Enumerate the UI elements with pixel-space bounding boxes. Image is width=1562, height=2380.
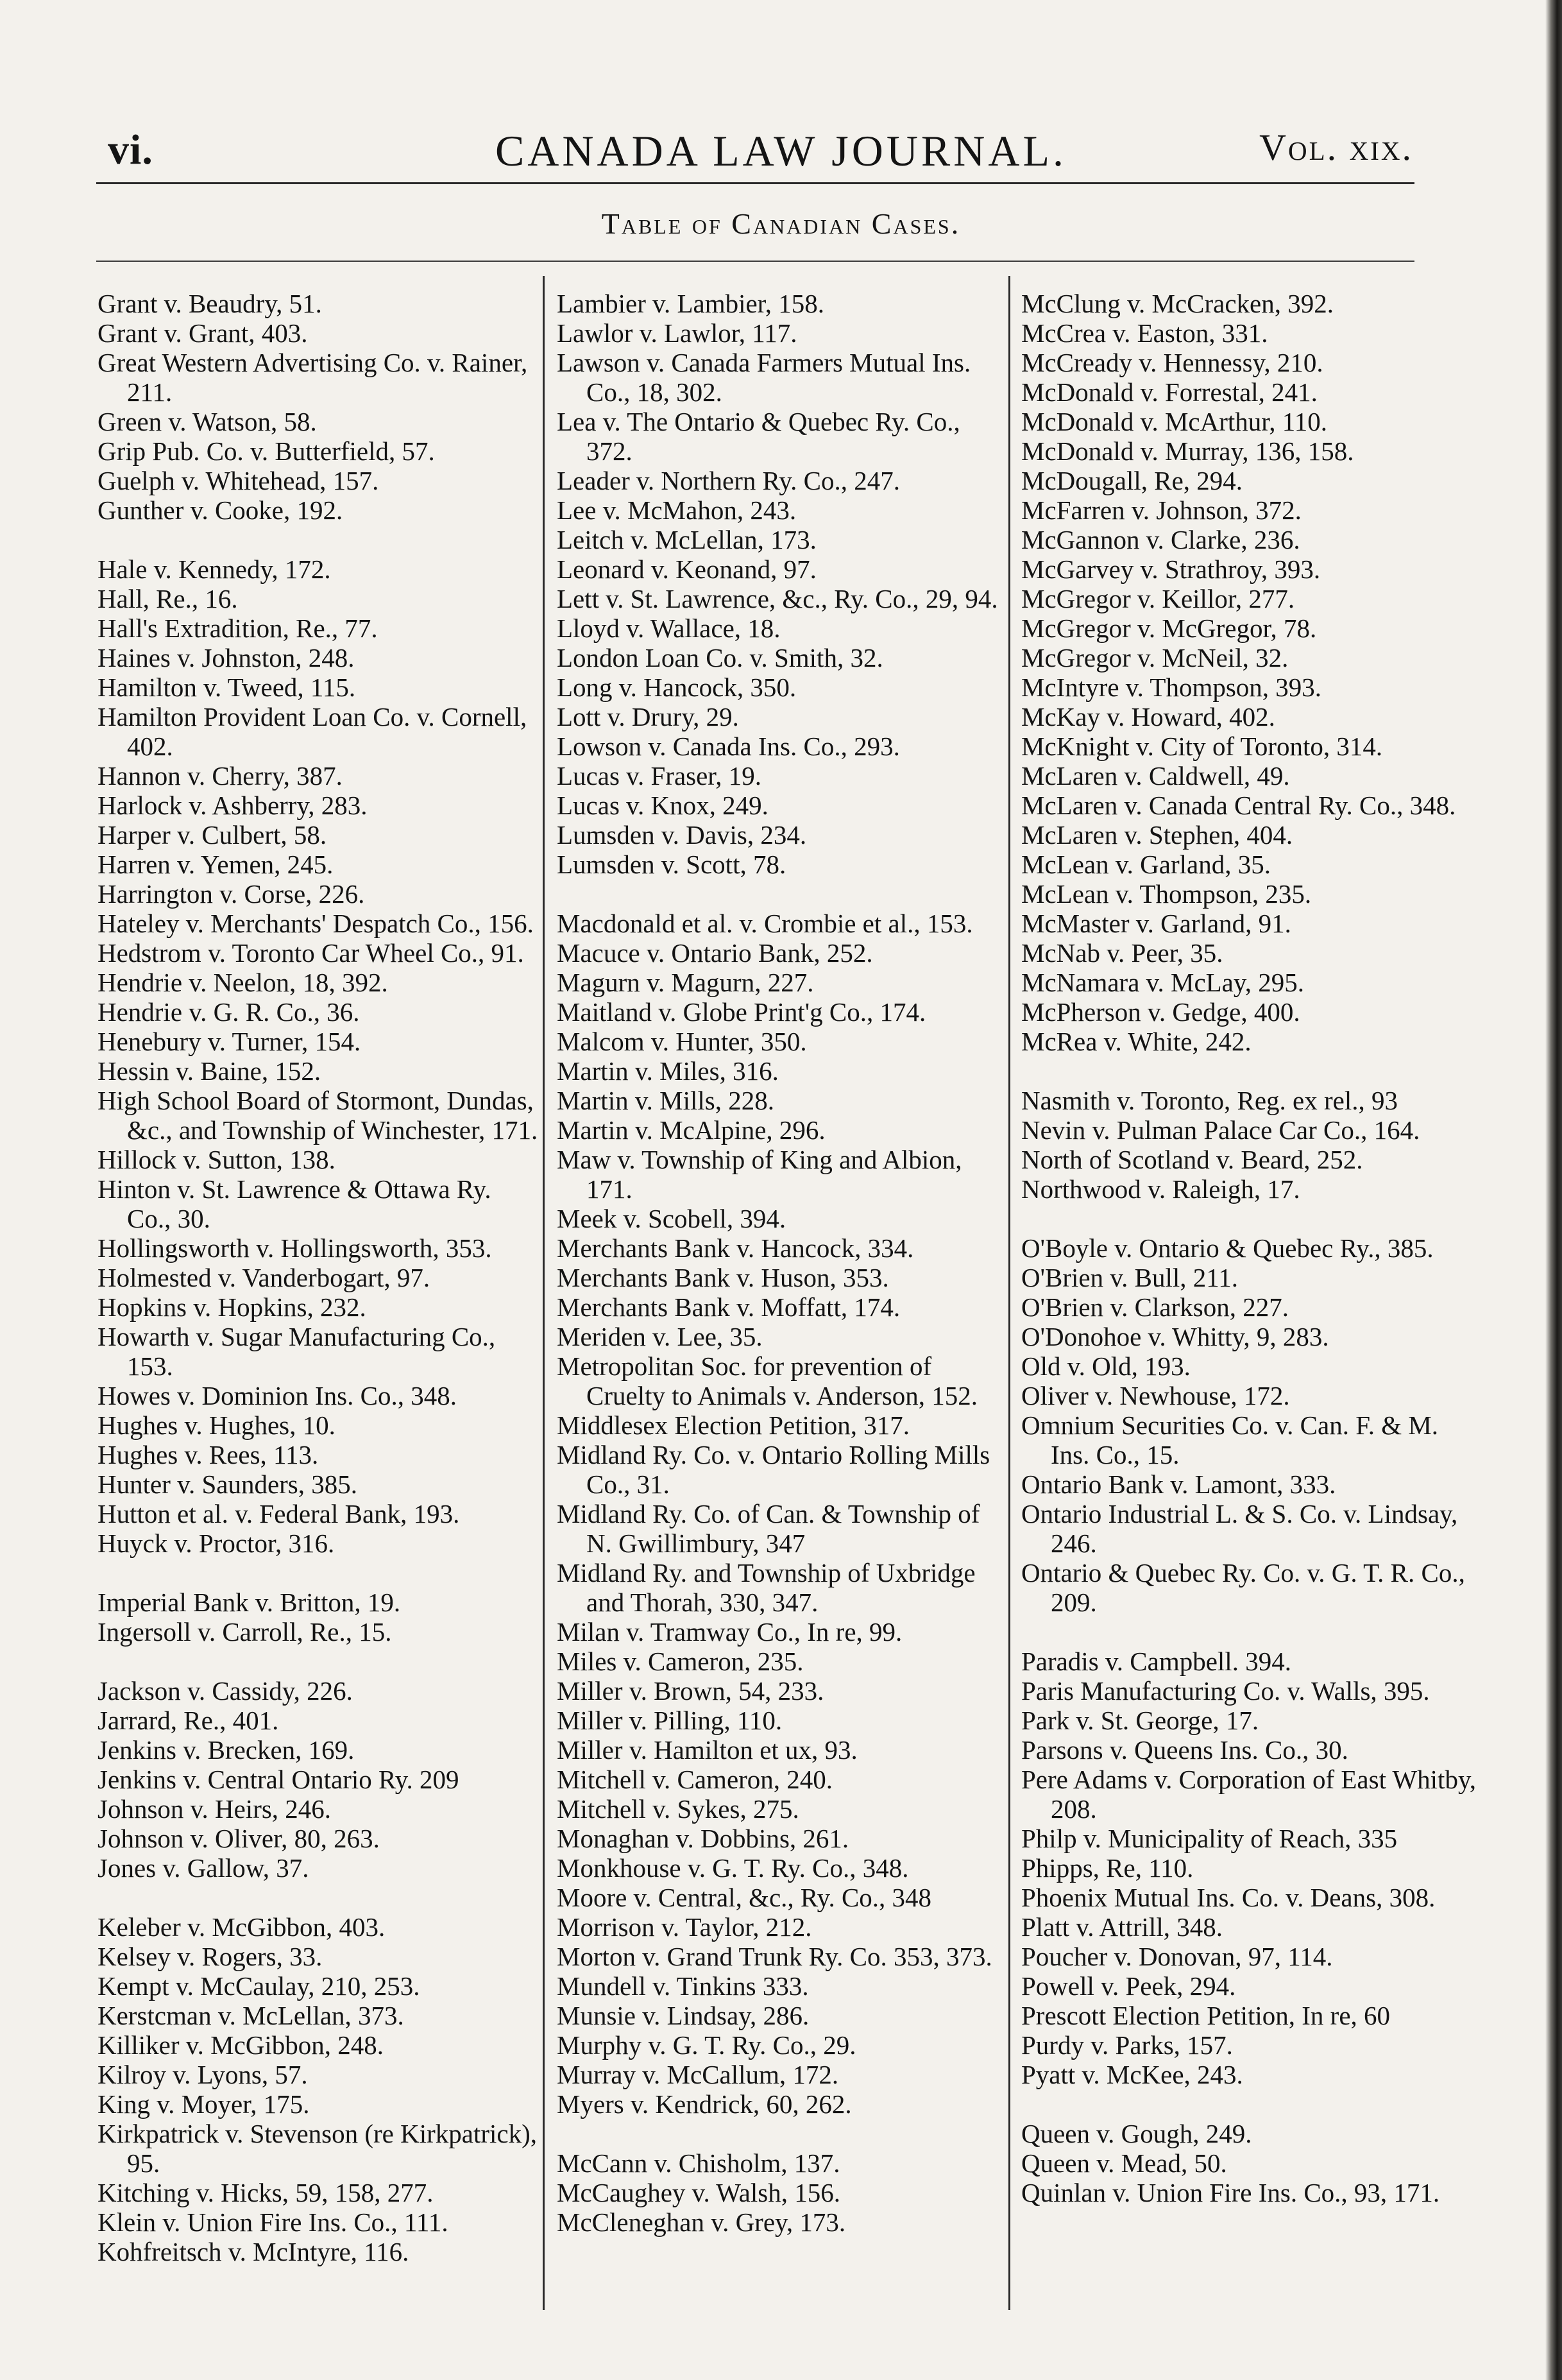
- case-entry: McNamara v. McLay, 295.: [1021, 968, 1304, 997]
- case-column-3: [1021, 289, 1481, 2310]
- case-entry: Martin v. Miles, 316.: [557, 1056, 779, 1086]
- case-entry: O'Boyle v. Ontario & Quebec Ry., 385.: [1021, 1233, 1434, 1263]
- case-entry: Metropolitan Soc. for prevention of Cruelty to Animals v. Anderson, 152.: [557, 1351, 978, 1410]
- case-entry: Grip Pub. Co. v. Butterfield, 57.: [98, 436, 435, 466]
- case-entry: Haines v. Johnston, 248.: [98, 643, 355, 672]
- case-entry: McIntyre v. Thompson, 393.: [1021, 672, 1322, 702]
- letter-group-gap: [557, 2119, 1006, 2148]
- case-entry: Queen v. Gough, 249.: [1021, 2119, 1252, 2148]
- case-entry: Great Western Advertising Co. v. Rainer, 211.: [98, 348, 528, 407]
- case-entry: Leonard v. Keonand, 97.: [557, 554, 817, 584]
- letter-group-gap: [1021, 1204, 1481, 1233]
- case-entry: McGregor v. McGregor, 78.: [1021, 613, 1317, 643]
- case-entry: Milan v. Tramway Co., In re, 99.: [557, 1617, 903, 1647]
- case-entry: Macdonald et al. v. Crombie et al., 153.: [557, 909, 973, 938]
- case-entry: Park v. St. George, 17.: [1021, 1706, 1259, 1735]
- case-entry: Keleber v. McGibbon, 403.: [98, 1912, 386, 1942]
- case-entry: Lambier v. Lambier, 158.: [557, 289, 824, 318]
- case-entry: Merchants Bank v. Moffatt, 174.: [557, 1292, 901, 1322]
- case-entry: Leitch v. McLellan, 173.: [557, 525, 817, 554]
- letter-group-gap: [98, 1883, 540, 1912]
- case-entry: Harren v. Yemen, 245.: [98, 850, 334, 879]
- case-entry: Kirkpatrick v. Stevenson (re Kirkpatrick), 95.: [98, 2119, 538, 2178]
- case-entry: Lea v. The Ontario & Quebec Ry. Co., 372.: [557, 407, 960, 466]
- case-entry: Mitchell v. Sykes, 275.: [557, 1794, 799, 1824]
- case-entry: Monaghan v. Dobbins, 261.: [557, 1824, 849, 1853]
- case-entry: Quinlan v. Union Fire Ins. Co., 93, 171.: [1021, 2178, 1440, 2207]
- case-entry: Leader v. Northern Ry. Co., 247.: [557, 466, 901, 495]
- case-entry: McCrea v. Easton, 331.: [1021, 318, 1268, 348]
- case-entry: Lloyd v. Wallace, 18.: [557, 613, 781, 643]
- case-entry: McDonald v. McArthur, 110.: [1021, 407, 1327, 436]
- case-entry: Kerstcman v. McLellan, 373.: [98, 2001, 404, 2030]
- case-entry: Merchants Bank v. Hancock, 334.: [557, 1233, 914, 1263]
- case-entry: Johnson v. Oliver, 80, 263.: [98, 1824, 380, 1853]
- case-entry: McDonald v. Murray, 136, 158.: [1021, 436, 1354, 466]
- case-entry: Northwood v. Raleigh, 17.: [1021, 1174, 1300, 1204]
- case-entry: Miller v. Hamilton et ux, 93.: [557, 1735, 858, 1765]
- case-entry: Hall, Re., 16.: [98, 584, 238, 613]
- case-entry: Guelph v. Whitehead, 157.: [98, 466, 379, 495]
- case-entry: Morrison v. Taylor, 212.: [557, 1912, 812, 1942]
- case-entry: Hunter v. Saunders, 385.: [98, 1469, 357, 1499]
- case-entry: Kohfreitsch v. McIntyre, 116.: [98, 2237, 409, 2266]
- case-entry: Jenkins v. Brecken, 169.: [98, 1735, 355, 1765]
- case-entry: Hughes v. Hughes, 10.: [98, 1410, 335, 1440]
- case-entry: Omnium Securities Co. v. Can. F. & M. Ins. Co., 15.: [1021, 1410, 1439, 1469]
- volume-label: Vol. xix.: [1259, 126, 1413, 168]
- case-entry: Klein v. Union Fire Ins. Co., 111.: [98, 2207, 448, 2237]
- case-entry: Prescott Election Petition, In re, 60: [1021, 2001, 1391, 2030]
- case-entry: Monkhouse v. G. T. Ry. Co., 348.: [557, 1853, 909, 1883]
- case-entry: High School Board of Stormont, Dundas, &c., and Township of Winchester, 171.: [98, 1086, 538, 1145]
- case-entry: Lott v. Drury, 29.: [557, 702, 739, 732]
- case-entry: McGarvey v. Strathroy, 393.: [1021, 554, 1321, 584]
- case-entry: Hannon v. Cherry, 387.: [98, 761, 343, 791]
- letter-group-gap: [1021, 2089, 1481, 2119]
- case-entry: O'Donohoe v. Whitty, 9, 283.: [1021, 1322, 1329, 1351]
- case-entry: Midland Ry. and Township of Uxbridge and Thorah, 330, 347.: [557, 1558, 976, 1617]
- case-entry: Henebury v. Turner, 154.: [98, 1027, 361, 1056]
- case-entry: McKay v. Howard, 402.: [1021, 702, 1275, 732]
- case-entry: Hendrie v. G. R. Co., 36.: [98, 997, 360, 1027]
- case-entry: Nevin v. Pulman Palace Car Co., 164.: [1021, 1115, 1420, 1145]
- case-entry: Hale v. Kennedy, 172.: [98, 554, 331, 584]
- case-entry: Morton v. Grand Trunk Ry. Co. 353, 373.: [557, 1942, 992, 1971]
- case-entry: McCaughey v. Walsh, 156.: [557, 2178, 840, 2207]
- case-entry: King v. Moyer, 175.: [98, 2089, 310, 2119]
- case-entry: Midland Ry. Co. v. Ontario Rolling Mills Co., 31.: [557, 1440, 990, 1499]
- case-entry: McMaster v. Garland, 91.: [1021, 909, 1291, 938]
- case-entry: Magurn v. Magurn, 227.: [557, 968, 814, 997]
- case-entry: Platt v. Attrill, 348.: [1021, 1912, 1223, 1942]
- case-entry: Murray v. McCallum, 172.: [557, 2060, 839, 2089]
- case-entry: Miller v. Pilling, 110.: [557, 1706, 783, 1735]
- case-entry: Paris Manufacturing Co. v. Walls, 395.: [1021, 1676, 1430, 1706]
- case-entry: Malcom v. Hunter, 350.: [557, 1027, 807, 1056]
- case-entry: Howes v. Dominion Ins. Co., 348.: [98, 1381, 457, 1410]
- page-number: vi.: [108, 126, 153, 173]
- case-entry: Purdy v. Parks, 157.: [1021, 2030, 1233, 2060]
- case-entry: Maitland v. Globe Print'g Co., 174.: [557, 997, 926, 1027]
- case-entry: Jackson v. Cassidy, 226.: [98, 1676, 353, 1706]
- case-entry: Parsons v. Queens Ins. Co., 30.: [1021, 1735, 1348, 1765]
- case-entry: Hopkins v. Hopkins, 232.: [98, 1292, 366, 1322]
- case-entry: Kempt v. McCaulay, 210, 253.: [98, 1971, 420, 2001]
- case-entry: Jenkins v. Central Ontario Ry. 209: [98, 1765, 459, 1794]
- case-entry: Kitching v. Hicks, 59, 158, 277.: [98, 2178, 434, 2207]
- case-entry: Queen v. Mead, 50.: [1021, 2148, 1227, 2178]
- case-entry: Nasmith v. Toronto, Reg. ex rel., 93: [1021, 1086, 1398, 1115]
- case-entry: Hall's Extradition, Re., 77.: [98, 613, 378, 643]
- case-entry: Poucher v. Donovan, 97, 114.: [1021, 1942, 1333, 1971]
- case-entry: Miller v. Brown, 54, 233.: [557, 1676, 824, 1706]
- case-entry: Jones v. Gallow, 37.: [98, 1853, 309, 1883]
- case-entry: Ontario & Quebec Ry. Co. v. G. T. R. Co., 209.: [1021, 1558, 1465, 1617]
- case-entry: Midland Ry. Co. of Can. & Township of N. Gwillimbury, 347: [557, 1499, 980, 1558]
- case-entry: Lett v. St. Lawrence, &c., Ry. Co., 29, 94.: [557, 584, 998, 613]
- case-entry: McNab v. Peer, 35.: [1021, 938, 1223, 968]
- case-entry: London Loan Co. v. Smith, 32.: [557, 643, 883, 672]
- case-entry: Ontario Bank v. Lamont, 333.: [1021, 1469, 1336, 1499]
- case-entry: Ontario Industrial L. & S. Co. v. Lindsay, 246.: [1021, 1499, 1458, 1558]
- case-entry: Hillock v. Sutton, 138.: [98, 1145, 335, 1174]
- case-entry: Merchants Bank v. Huson, 353.: [557, 1263, 889, 1292]
- letter-group-gap: [98, 525, 540, 554]
- case-entry: Lawson v. Canada Farmers Mutual Ins. Co., 18, 302.: [557, 348, 971, 407]
- case-entry: McLean v. Garland, 35.: [1021, 850, 1271, 879]
- case-entry: McLaren v. Caldwell, 49.: [1021, 761, 1290, 791]
- case-entry: McLaren v. Stephen, 404.: [1021, 820, 1293, 850]
- case-entry: Hessin v. Baine, 152.: [98, 1056, 321, 1086]
- case-entry: Grant v. Grant, 403.: [98, 318, 308, 348]
- case-entry: Macuce v. Ontario Bank, 252.: [557, 938, 873, 968]
- case-entry: McClung v. McCracken, 392.: [1021, 289, 1334, 318]
- case-entry: Philp v. Municipality of Reach, 335: [1021, 1824, 1398, 1853]
- case-entry: Kilroy v. Lyons, 57.: [98, 2060, 308, 2089]
- subtitle-rule: [96, 261, 1414, 262]
- case-entry: McCready v. Hennessy, 210.: [1021, 348, 1323, 377]
- case-entry: Hutton et al. v. Federal Bank, 193.: [98, 1499, 460, 1528]
- case-entry: Martin v. Mills, 228.: [557, 1086, 775, 1115]
- case-entry: Hendrie v. Neelon, 18, 392.: [98, 968, 388, 997]
- case-entry: Hollingsworth v. Hollingsworth, 353.: [98, 1233, 492, 1263]
- case-entry: Long v. Hancock, 350.: [557, 672, 797, 702]
- letter-group-gap: [557, 879, 1006, 909]
- case-entry: Hamilton Provident Loan Co. v. Cornell, 402.: [98, 702, 527, 761]
- case-entry: Hinton v. St. Lawrence & Ottawa Ry. Co., 30.: [98, 1174, 491, 1233]
- case-entry: Murphy v. G. T. Ry. Co., 29.: [557, 2030, 856, 2060]
- column-divider: [1008, 276, 1010, 2310]
- case-entry: McDougall, Re, 294.: [1021, 466, 1243, 495]
- case-entry: Killiker v. McGibbon, 248.: [98, 2030, 384, 2060]
- case-entry: McDonald v. Forrestal, 241.: [1021, 377, 1318, 407]
- case-entry: Harlock v. Ashberry, 283.: [98, 791, 368, 820]
- case-entry: North of Scotland v. Beard, 252.: [1021, 1145, 1363, 1174]
- page-edge-shadow: [1545, 0, 1562, 2380]
- case-entry: Grant v. Beaudry, 51.: [98, 289, 322, 318]
- letter-group-gap: [1021, 1056, 1481, 1086]
- case-entry: Lumsden v. Scott, 78.: [557, 850, 786, 879]
- case-entry: Mundell v. Tinkins 333.: [557, 1971, 809, 2001]
- case-entry: Howarth v. Sugar Manufacturing Co., 153.: [98, 1322, 496, 1381]
- page-header: [0, 126, 1562, 177]
- case-entry: Lumsden v. Davis, 234.: [557, 820, 807, 850]
- case-entry: Mitchell v. Cameron, 240.: [557, 1765, 833, 1794]
- case-entry: Martin v. McAlpine, 296.: [557, 1115, 826, 1145]
- case-entry: McRea v. White, 242.: [1021, 1027, 1252, 1056]
- table-subtitle: Table of Canadian Cases.: [601, 207, 961, 240]
- case-entry: Phipps, Re, 110.: [1021, 1853, 1194, 1883]
- case-entry: McKnight v. City of Toronto, 314.: [1021, 732, 1383, 761]
- case-entry: Kelsey v. Rogers, 33.: [98, 1942, 323, 1971]
- case-entry: McCann v. Chisholm, 137.: [557, 2148, 840, 2178]
- column-divider: [543, 276, 545, 2310]
- case-entry: Johnson v. Heirs, 246.: [98, 1794, 332, 1824]
- case-entry: O'Brien v. Clarkson, 227.: [1021, 1292, 1289, 1322]
- case-entry: Imperial Bank v. Britton, 19.: [98, 1588, 401, 1617]
- case-entry: Ingersoll v. Carroll, Re., 15.: [98, 1617, 392, 1647]
- case-entry: Jarrard, Re., 401.: [98, 1706, 279, 1735]
- case-entry: Myers v. Kendrick, 60, 262.: [557, 2089, 852, 2119]
- case-entry: Harrington v. Corse, 226.: [98, 879, 365, 909]
- case-entry: O'Brien v. Bull, 211.: [1021, 1263, 1239, 1292]
- case-entry: Old v. Old, 193.: [1021, 1351, 1191, 1381]
- journal-title: CANADA LAW JOURNAL.: [495, 126, 1067, 175]
- case-entry: Pere Adams v. Corporation of East Whitby, 208.: [1021, 1765, 1477, 1824]
- case-entry: Green v. Watson, 58.: [98, 407, 317, 436]
- case-entry: Powell v. Peek, 294.: [1021, 1971, 1236, 2001]
- case-entry: Lucas v. Fraser, 19.: [557, 761, 762, 791]
- case-column-2: [557, 289, 1006, 2310]
- case-entry: McPherson v. Gedge, 400.: [1021, 997, 1300, 1027]
- case-entry: McGannon v. Clarke, 236.: [1021, 525, 1300, 554]
- case-entry: Hateley v. Merchants' Despatch Co., 156.: [98, 909, 534, 938]
- case-entry: Gunther v. Cooke, 192.: [98, 495, 343, 525]
- case-entry: Meriden v. Lee, 35.: [557, 1322, 763, 1351]
- case-entry: Pyatt v. McKee, 243.: [1021, 2060, 1243, 2089]
- case-entry: McCleneghan v. Grey, 173.: [557, 2207, 846, 2237]
- case-entry: Middlesex Election Petition, 317.: [557, 1410, 910, 1440]
- case-entry: Maw v. Township of King and Albion, 171.: [557, 1145, 962, 1204]
- header-rule: [96, 182, 1414, 184]
- case-entry: Paradis v. Campbell. 394.: [1021, 1647, 1291, 1676]
- case-entry: Hamilton v. Tweed, 115.: [98, 672, 356, 702]
- case-entry: Munsie v. Lindsay, 286.: [557, 2001, 810, 2030]
- case-entry: Hughes v. Rees, 113.: [98, 1440, 319, 1469]
- case-entry: McGregor v. Keillor, 277.: [1021, 584, 1295, 613]
- case-entry: Lee v. McMahon, 243.: [557, 495, 797, 525]
- case-entry: McGregor v. McNeil, 32.: [1021, 643, 1289, 672]
- case-entry: Harper v. Culbert, 58.: [98, 820, 327, 850]
- case-entry: Huyck v. Proctor, 316.: [98, 1528, 335, 1558]
- case-entry: Lawlor v. Lawlor, 117.: [557, 318, 797, 348]
- case-entry: Lowson v. Canada Ins. Co., 293.: [557, 732, 900, 761]
- case-entry: Lucas v. Knox, 249.: [557, 791, 768, 820]
- case-entry: McFarren v. Johnson, 372.: [1021, 495, 1302, 525]
- case-entry: McLean v. Thompson, 235.: [1021, 879, 1312, 909]
- case-entry: Meek v. Scobell, 394.: [557, 1204, 786, 1233]
- case-entry: Miles v. Cameron, 235.: [557, 1647, 804, 1676]
- case-entry: Moore v. Central, &c., Ry. Co., 348: [557, 1883, 932, 1912]
- case-entry: Holmested v. Vanderbogart, 97.: [98, 1263, 430, 1292]
- letter-group-gap: [98, 1558, 540, 1588]
- case-column-1: [98, 289, 540, 2310]
- letter-group-gap: [1021, 1617, 1481, 1647]
- case-entry: McLaren v. Canada Central Ry. Co., 348.: [1021, 791, 1456, 820]
- letter-group-gap: [98, 1647, 540, 1676]
- case-entry: Hedstrom v. Toronto Car Wheel Co., 91.: [98, 938, 524, 968]
- case-entry: Oliver v. Newhouse, 172.: [1021, 1381, 1290, 1410]
- case-entry: Phoenix Mutual Ins. Co. v. Deans, 308.: [1021, 1883, 1436, 1912]
